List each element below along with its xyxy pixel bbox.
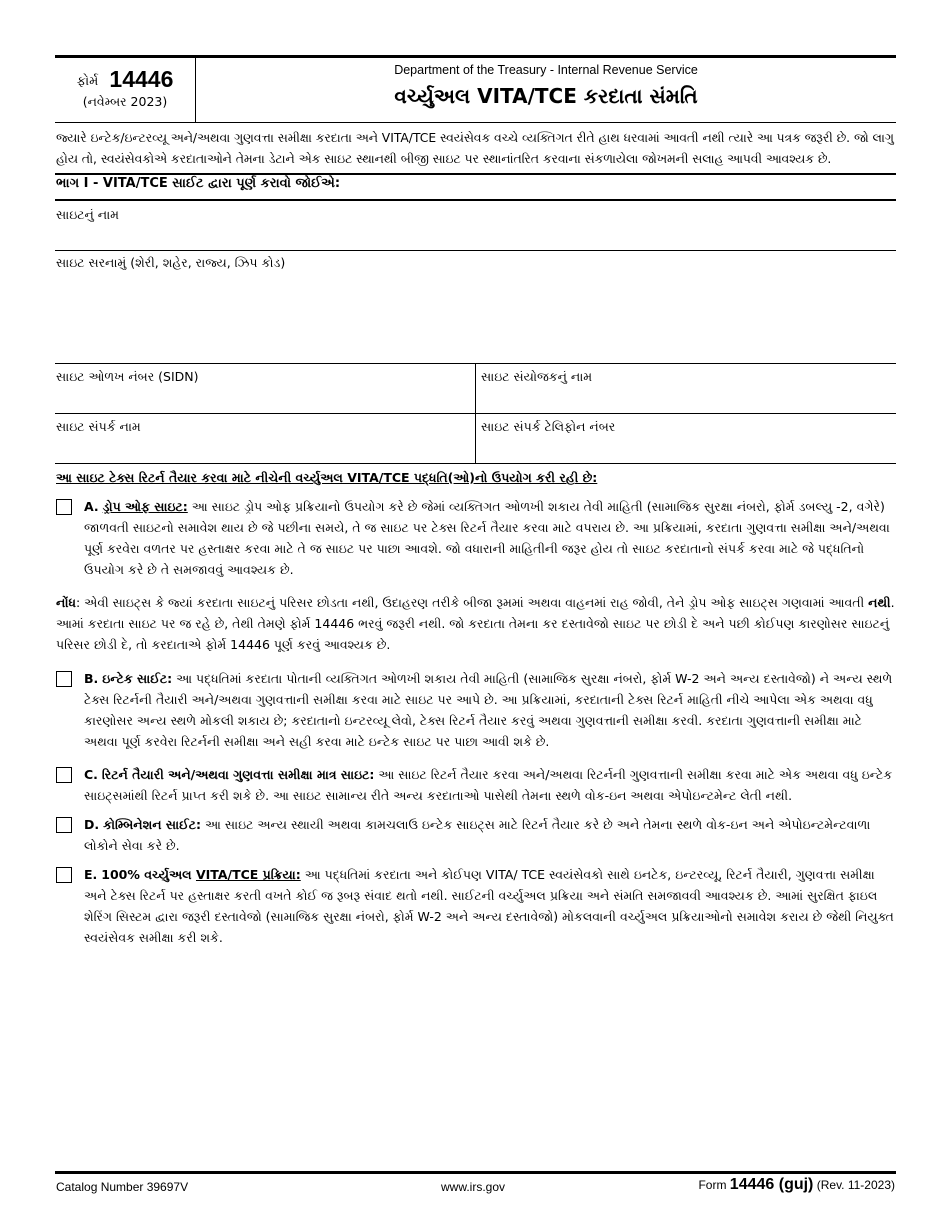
option-c-title: રિટર્ન તૈયારી અને/અથવા ગુણવત્તા સમીક્ષા માત્ર સાઇટ: <box>101 767 375 782</box>
coordinator-input[interactable] <box>481 389 897 411</box>
option-e-title-pre: 100% વર્ચ્યુઅલ <box>101 867 196 882</box>
header-bottom-rule <box>55 122 896 123</box>
option-e-letter: E. <box>84 867 98 882</box>
option-c-letter: C. <box>84 767 98 782</box>
option-b-letter: B. <box>84 671 99 686</box>
coordinator-label: સાઇટ સંયોજકનું નામ <box>481 369 593 384</box>
site-address-label: સાઇટ સરનામું (શેરી, શહેર, રાજ્ય, ઝિપ કોડ) <box>56 255 286 270</box>
option-a-letter: A. <box>84 499 99 514</box>
site-name-label: સાઇટનું નામ <box>56 207 119 222</box>
contact-name-label: સાઇટ સંપર્ક નામ <box>56 419 141 434</box>
methods-heading: આ સાઇટ ટેક્સ રિટર્ન તૈયાર કરવા માટે નીચેની વર્ચ્યુઅલ VITA/TCE પદ્ધતિ(ઓ)નો ઉપયોગ કરી રહી છે: <box>56 470 598 485</box>
form-word: ફોર્મ <box>76 74 99 89</box>
option-d-text: આ સાઇટ અન્ય સ્થાયી અથવા કામચલાઉ ઇન્ટેક સાઇટ્સ માટે રિટર્ન તૈયાર કરે છે અને તેમના સ્થળે વોક-ઇન અને એપોઇન્ટમેન્ટવાળા લોકોને સેવા કરે છે. <box>84 817 871 853</box>
note-emph: નથી <box>868 595 891 610</box>
option-d <box>84 814 896 856</box>
note <box>56 592 896 655</box>
option-a-checkbox[interactable] <box>56 499 72 515</box>
grid-divider-1 <box>475 364 476 413</box>
option-c-text: આ સાઇટ રિટર્ન તૈયાર કરવા અને/અથવા રિટર્નની ગુણવત્તાની સમીક્ષા કરવા માટે એક અથવા વધુ ઇન્ટેક સાઇટ્સમાંથી રિટર્ન પ્રાપ્ત કરી શકે છે. આ સાઇટ સામાન્ય રીતે અન્ય કરદાતાઓ પાસેથી તેમના સ્થળે વોક-ઇન અથવા એપોઇન્ટમેન્ટ લેતી નથી. <box>84 767 893 803</box>
form-date: (નવેમ્બર 2023) <box>82 94 168 109</box>
footer-rule <box>55 1171 896 1174</box>
website: www.irs.gov <box>441 1180 506 1194</box>
option-a-title: ડ્રોપ ઓફ સાઇટ: <box>102 499 188 514</box>
intro-text: જ્યારે ઇન્ટેક/ઇન્ટરવ્યૂ અને/અથવા ગુણવત્તા સમીક્ષા કરદાતા અને VITA/TCE સ્વયંસેવક વચ્ચે વ્યક્તિગત રીતે હાથ ધરવામાં આવતી નથી ત્યારે આ પત્રક જરૂરી છે. જો લાગુ હોય તો, સ્વયંસેવકોએ કરદાતાઓને તેમના ડેટાને એક સાઇટ સ્થાનથી બીજી સાઇટ પર સ્થાનાંતરિત કરવાના સંકળાયેલા જોખમની સલાહ આપવી આવશ્યક છે. <box>56 131 894 166</box>
option-c-checkbox[interactable] <box>56 767 72 783</box>
site-name-rule <box>55 250 896 251</box>
contact-name-input[interactable] <box>56 439 474 461</box>
contact-phone-input[interactable] <box>481 439 897 461</box>
option-d-title: કોમ્બિનેશન સાઈટ: <box>103 817 202 832</box>
part1-heading: ભાગ I - VITA/TCE સાઈટ દ્વારા પૂર્ણ કરાવો જોઈએ: <box>56 176 341 191</box>
note-label: નોંધ <box>56 595 76 610</box>
form-number: 14446 <box>109 66 174 92</box>
option-d-letter: D. <box>84 817 100 832</box>
catalog-number: Catalog Number 39697V <box>56 1180 189 1194</box>
note-text-2: . આમાં કરદાતા સાઇટ પર જ રહે છે, તેથી તેમણે ફોર્મ 14446 ભરવું જરૂરી નથી. જો કરદાતા તેમના કર દસ્તાવેજો સાઇટ પર છોડી દે અને પછી કોઈપણ કારણોસર સાઇટનું પરિસર છોડી દે, તો કરદાતાએ ફોર્મ 14446 પૂર્ણ કરવું આવશ્યક છે. <box>56 595 895 652</box>
option-e-text: આ પદ્ધતિમાં કરદાતા અને કોઈપણ VITA/ TCE સ્વયંસેવકો સાથે ઇનટેક, ઇન્ટરવ્યૂ, રિટર્ન તૈયારી, ગુણવત્તા સમીક્ષા અને ટેક્સ રિટર્ન પર હસ્તાક્ષર કરતી વખતે કોઈ જ રૂબરૂ સંવાદ થતો નથી. સાઈટની વર્ચ્યુઅલ પ્રક્રિયા અને સંમતિ સમજાવવી આવશ્યક છે. આમાં સુરક્ષિત ફાઇલ શેરિંગ સિસ્ટમ દ્વારા જરૂરી દસ્તાવેજો (સામાજિક સુરક્ષા નંબરો, ફોર્મ W-2 અને અન્ય દસ્તાવેજો) મોકલવાની વર્ચ્યુઅલ પ્રક્રિયાઓનો સમાવેશ કરાય છે જેથી નિયુક્ત સ્વયંસેવક સમીક્ષા કરી શકે. <box>84 867 894 945</box>
department: Department of the Treasury - Internal Revenue Service <box>394 63 698 77</box>
part1-top-rule <box>55 173 896 175</box>
option-b-checkbox[interactable] <box>56 671 72 687</box>
page-title: વર્ચ્યુઅલ VITA/TCE કરદાતા સંમતિ <box>394 84 698 108</box>
site-address-input[interactable] <box>56 277 898 363</box>
footer-revision: (Rev. 11-2023) <box>816 1178 895 1192</box>
sidn-input[interactable] <box>56 389 474 411</box>
option-e <box>84 864 896 948</box>
option-b <box>84 668 896 752</box>
option-c <box>84 764 896 806</box>
contact-phone-label: સાઇટ સંપર્ક ટેલિફોન નંબર <box>481 419 616 434</box>
option-a <box>84 496 896 580</box>
option-b-title: ઇન્ટેક સાઈટ: <box>102 671 173 686</box>
footer-form-id <box>698 1176 895 1194</box>
option-d-checkbox[interactable] <box>56 817 72 833</box>
option-e-checkbox[interactable] <box>56 867 72 883</box>
option-b-text: આ પદ્ધતિમાં કરદાતા પોતાની વ્યક્તિગત ઓળખી શકાય તેવી માહિતી (સામાજિક સુરક્ષા નંબરો, ફોર્મ W-2 અને અન્ય દસ્તાવેજો) ને અન્ય સ્થળે ટેક્સ રિટર્નની તૈયારી અને/અથવા ગુણવત્તાની સમીક્ષા કરવા માટે સાઇટ પર આપે છે. આ પ્રક્રિયામાં, કરદાતાની ટેક્સ રિટર્ન માહિતી નીચે આપેલા એક અથવા વધુ કારણોસર અન્ય સ્થળે મોકલી શકાય છે; કરદાતાનો ઇન્ટરવ્યૂ લેવો, ટેક્સ રિટર્ન તૈયાર કરવું અથવા ગુણવત્તાની સમીક્ષા કરવી. કરદાતા ગુણવત્તાની સમીક્ષા માટે અથવા પૂર્ણ કરવેરા રિટર્નની સમીક્ષા અને સહી કરવા માટે ઇન્ટેક સાઇટ પર પાછા આવી શકે છે. <box>84 671 893 749</box>
sidn-label: સાઇટ ઓળખ નંબર (SIDN) <box>56 369 199 384</box>
form-number-block <box>55 58 195 122</box>
option-e-title-underlined: VITA/TCE પ્રક્રિયા: <box>195 867 301 882</box>
footer-form-word: Form <box>698 1178 727 1192</box>
option-a-text: આ સાઇટ ડ્રોપ ઓફ પ્રક્રિયાનો ઉપયોગ કરે છે જેમાં વ્યક્તિગત ઓળખી શકાય તેવી માહિતી (સામાજિક સુરક્ષા નંબરો, ફોર્મ ડબલ્યુ -2, વગેરે) જાળવતી સાઇટનો સમાવેશ થાય છે જે પછીના સમયે, તે જ સાઇટ પર ટેક્સ રિટર્ન તૈયાર કરવા માટે વપરાય છે. આ પ્રક્રિયામાં, કરદાતા ગુણવત્તા સમીક્ષા અને/અથવા પૂર્ણ કરવેરા વળતર પર હસ્તાક્ષર કરવા માટે તે જ સાઇટ પર પાછા આવશે. જો વધારાની માહિતીની જરૂર હોય તો સાઇટ કરદાતાનો સંપર્ક કરવા માટે જે પદ્ધતિનો ઉપયોગ કરે છે તે સમજાવવું આવશ્યક છે. <box>84 499 890 577</box>
grid-divider-2 <box>475 414 476 463</box>
part1-bottom-rule <box>55 199 896 201</box>
note-text-1: : એવી સાઇટ્સ કે જ્યાં કરદાતા સાઇટનું પરિસર છોડતા નથી, ઉદાહરણ તરીકે બીજા રૂમમાં અથવા વાહનમાં રાહ જોવી, તેને ડ્રોપ ઓફ સાઇટ્સ ગણવામાં આવતી <box>75 595 869 610</box>
footer-form-number: 14446 (guj) <box>729 1176 814 1193</box>
site-name-input[interactable] <box>56 228 898 250</box>
grid-rule-3 <box>55 463 896 464</box>
